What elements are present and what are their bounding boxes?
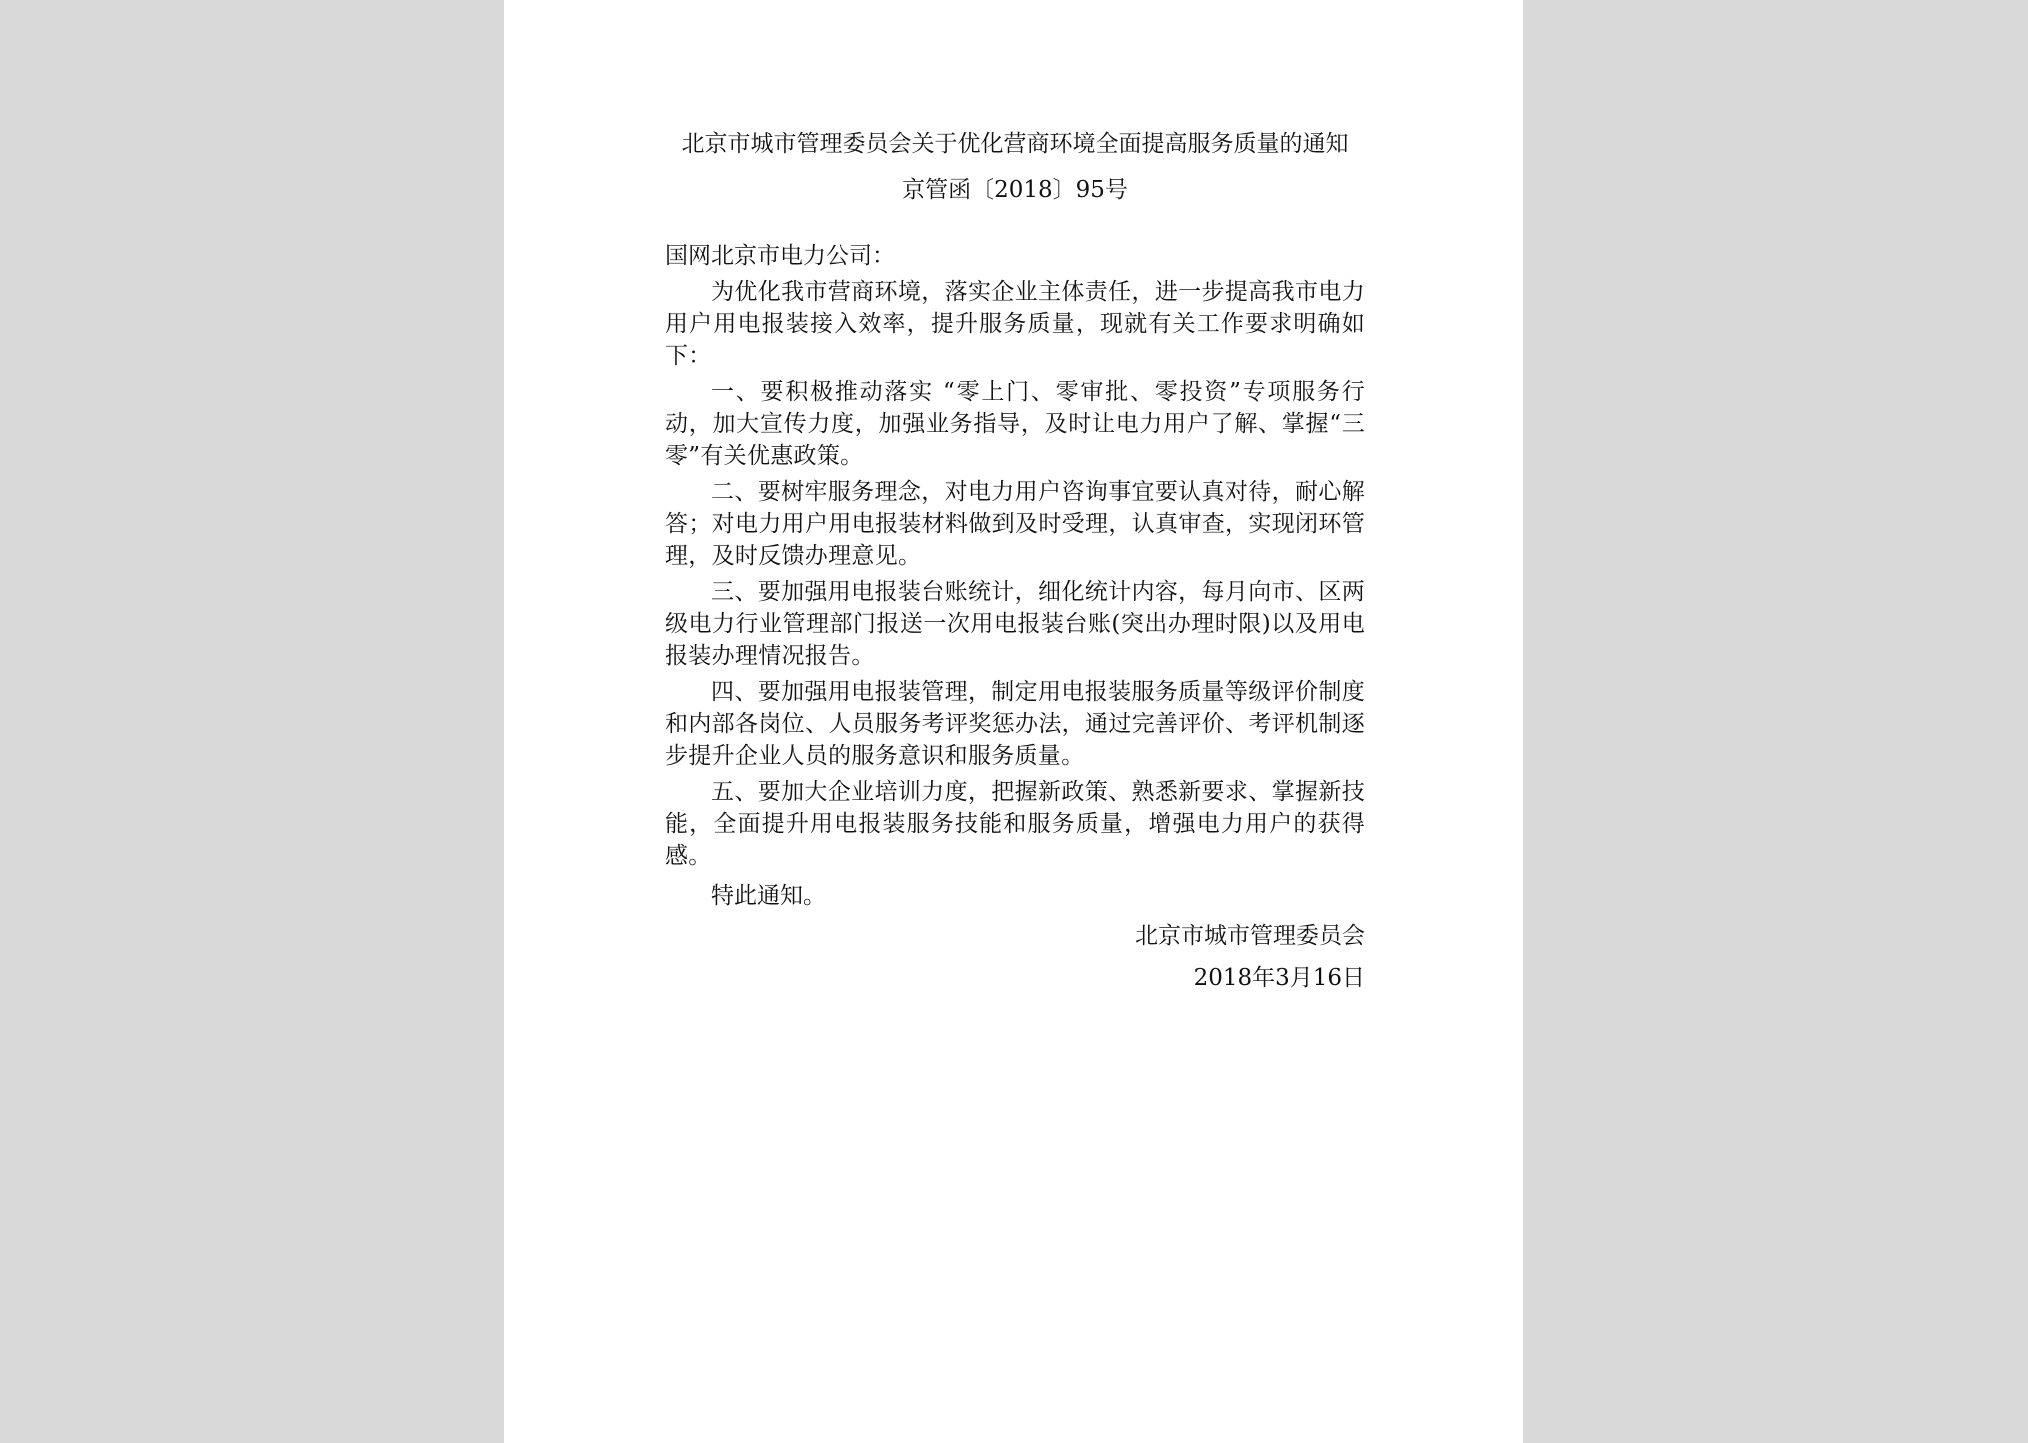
paragraph-item-3: 三、要加强用电报装台账统计，细化统计内容，每月向市、区两级电力行业管理部门报送一次用电报装台账(突出办理时限)以及用电报装办理情况报告。 <box>665 579 1365 669</box>
document-number: 京管函〔2018〕95号 <box>902 177 1128 203</box>
recipient-line: 国网北京市电力公司： <box>665 243 895 269</box>
document-page <box>504 0 1523 1443</box>
document-date: 2018年3月16日 <box>1193 965 1365 991</box>
document-title: 北京市城市管理委员会关于优化营商环境全面提高服务质量的通知 <box>681 131 1349 157</box>
signature-org: 北京市城市管理委员会 <box>1135 923 1365 949</box>
paragraph-item-5: 五、要加大企业培训力度，把握新政策、熟悉新要求、掌握新技能，全面提升用电报装服务技能和服务质量，增强电力用户的获得感。 <box>665 779 1365 869</box>
paragraph-item-1: 一、要积极推动落实 “零上门、零审批、零投资”专项服务行动，加大宣传力度，加强业务指导，及时让电力用户了解、掌握“三零”有关优惠政策。 <box>665 379 1365 469</box>
paragraph-item-4: 四、要加强用电报装管理，制定用电报装服务质量等级评价制度和内部各岗位、人员服务考评奖惩办法，通过完善评价、考评机制逐步提升企业人员的服务意识和服务质量。 <box>665 679 1365 769</box>
closing-line: 特此通知。 <box>711 883 826 909</box>
paragraph-intro: 为优化我市营商环境，落实企业主体责任，进一步提高我市电力用户用电报装接入效率，提升服务质量，现就有关工作要求明确如下： <box>665 279 1365 369</box>
paragraph-item-2: 二、要树牢服务理念，对电力用户咨询事宜要认真对待，耐心解答；对电力用户用电报装材料做到及时受理，认真审查，实现闭环管理，及时反馈办理意见。 <box>665 479 1365 569</box>
document-content <box>665 128 1365 994</box>
